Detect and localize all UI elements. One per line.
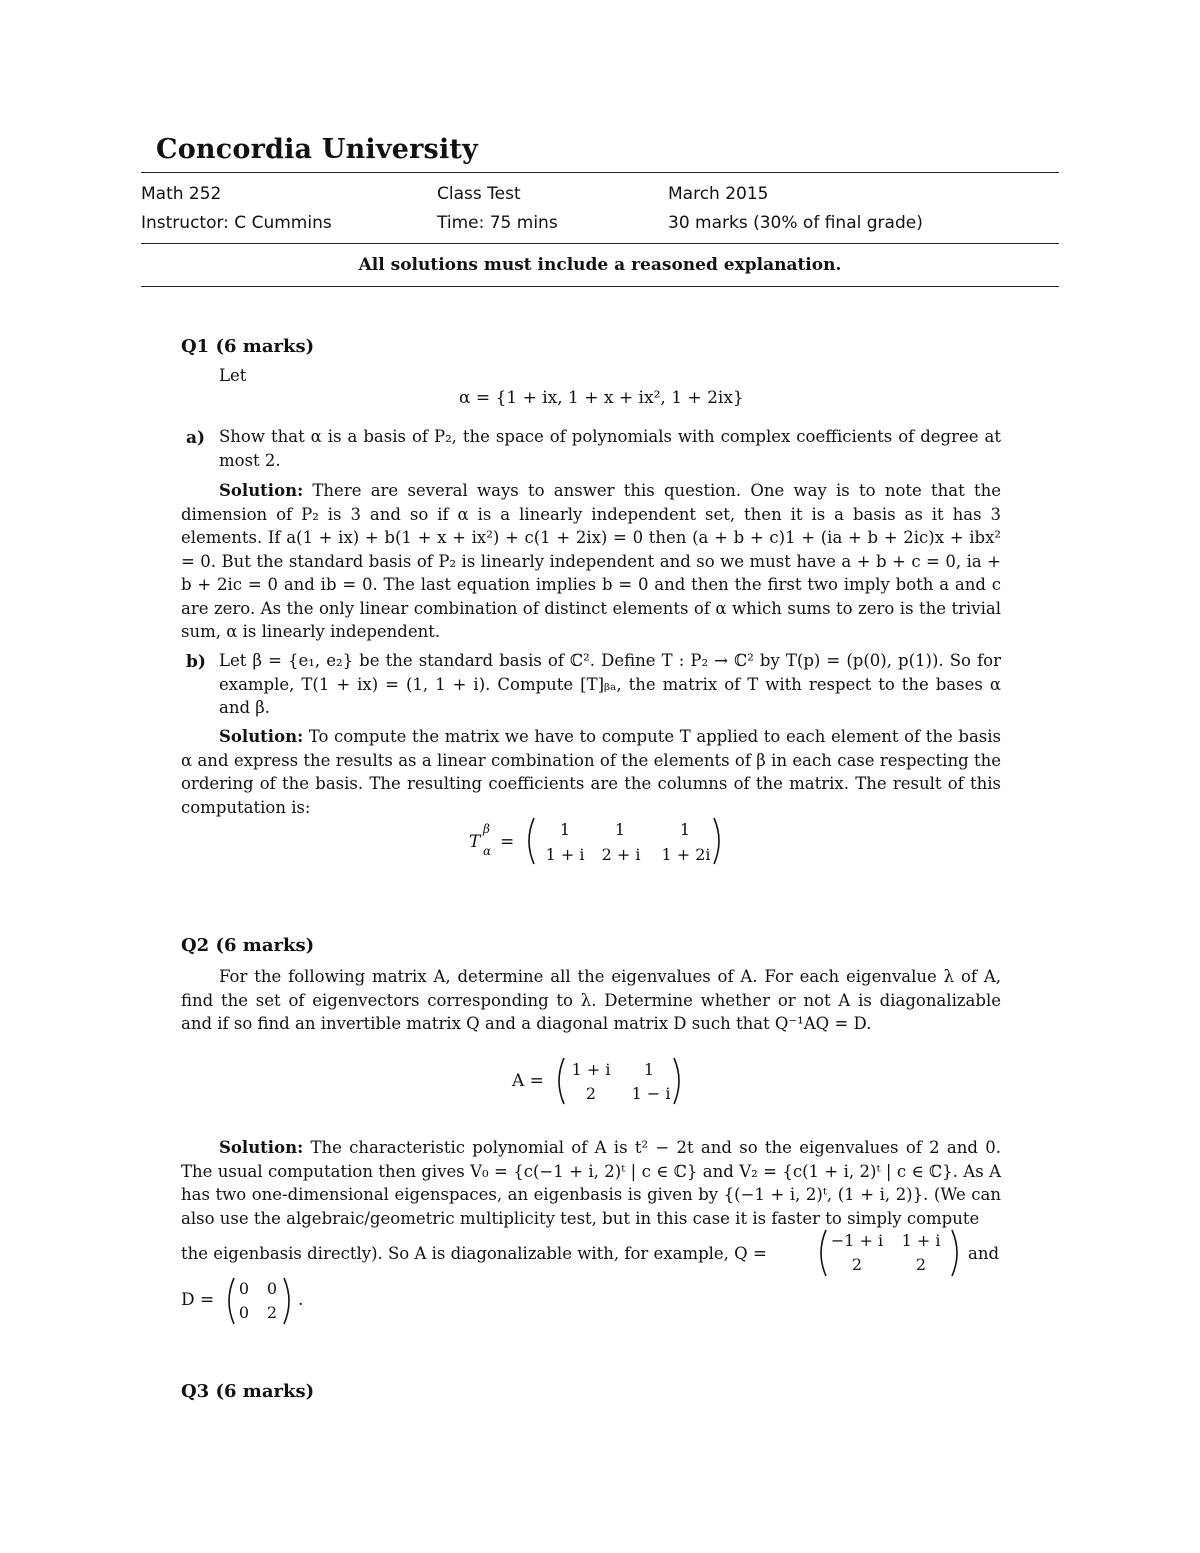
matrix-a-cell: 1: [643, 1060, 655, 1079]
matrix-t-cell: 1 + i: [545, 845, 585, 864]
matrix-a-cell: 1 + i: [571, 1060, 611, 1079]
course-code: Math 252: [141, 184, 222, 204]
header-middle-rule: [141, 243, 1059, 244]
matrix-q-cell: 2: [851, 1255, 863, 1274]
q2-solution-text: The characteristic polynomial of A is t² − 2t and so the eigenvalues of 2 and 0. The usual computation then gives V₀ = {c(−1 + i, 2)ᵗ | c ∈ ℂ} and V₂ = {c(1 + i, 2)ᵗ | c ∈ ℂ}. As A has two one-dimensional eigenspaces, an eigenbasis is given by {(−1 + i, 2)ᵗ, (1 + i, 2)}. (We can also use the algebraic/geometric multiplicity test, but in this case it is faster to simply compute: [181, 1138, 1001, 1228]
q1b-solution-label: Solution:: [219, 727, 304, 746]
matrix-d-cell: 0: [266, 1279, 278, 1298]
header-top-rule: [141, 172, 1059, 173]
matrix-d-cell: 0: [238, 1303, 250, 1322]
test-date: March 2015: [668, 184, 769, 204]
matrix-t-cell: 1: [614, 820, 626, 839]
q2-solution-last-line: the eigenbasis directly). So A is diagonalizable with, for example, Q =: [181, 1244, 767, 1263]
alpha-definition: α = {1 + ix, 1 + x + ix², 1 + 2ix}: [459, 388, 744, 408]
notice: All solutions must include a reasoned explanation.: [358, 255, 842, 275]
q2-solution: [181, 1136, 1001, 1230]
q1a-solution-label: Solution:: [219, 481, 304, 500]
matrix-t-cell: 2 + i: [601, 845, 641, 864]
and-word: and: [968, 1244, 1000, 1263]
right-paren-icon: [282, 1276, 296, 1326]
matrix-q-cell: 2: [915, 1255, 927, 1274]
test-type: Class Test: [437, 184, 521, 204]
q1-heading: Q1 (6 marks): [181, 336, 315, 357]
university-title: Concordia University: [156, 134, 478, 165]
left-paren-icon: [522, 816, 536, 866]
q1a-text: Show that α is a basis of P₂, the space of polynomials with complex coefficients of degree at most 2.: [219, 427, 1001, 470]
q2-heading: Q2 (6 marks): [181, 935, 315, 956]
left-paren-icon: [552, 1056, 566, 1106]
matrix-t-subscript: α: [483, 844, 492, 858]
matrix-d-label: D =: [181, 1290, 215, 1310]
q1a-solution-text: There are several ways to answer this question. One way is to note that the dimension of P₂ is 3 and so if α is a linearly independent set, then it is a basis as it has 3 elements. If a(1 + ix) + b(1 + x + ix²) + c(1 + 2ix) = 0 then (a + b + c)1 + (ia + b + 2ic)x + ibx² = 0. But the standard basis of P₂ is linearly independent and so we must have a + b + c = 0, ia + b + 2ic = 0 and ib = 0. The last equation implies b = 0 and then the first two imply both a and c are zero. As the only linear combination of distinct elements of α which sums to zero is the trivial sum, α is linearly independent.: [181, 481, 1002, 641]
q1-let: Let: [219, 366, 247, 385]
matrix-t-equals: =: [500, 832, 515, 852]
right-paren-icon: [712, 816, 726, 866]
matrix-d-cell: 0: [238, 1279, 250, 1298]
right-paren-icon: [950, 1228, 964, 1278]
q1a-solution: [181, 479, 1001, 644]
matrix-q-cell: 1 + i: [901, 1231, 941, 1250]
matrix-a-label: A =: [512, 1071, 544, 1091]
test-time: Time: 75 mins: [437, 213, 558, 233]
header-bottom-rule: [141, 286, 1059, 287]
q1b-solution-text: To compute the matrix we have to compute T applied to each element of the basis α and express the results as a linear combination of the elements of β in each case respecting the ordering of the basis. The resulting coefficients are the columns of the matrix. The result of this computation is:: [181, 727, 1001, 817]
matrix-q-cell: −1 + i: [830, 1231, 884, 1250]
q1b-label: b): [186, 652, 206, 672]
matrix-t-superscript: β: [483, 822, 490, 836]
matrix-t-cell: 1 + 2i: [661, 845, 711, 864]
q1b-text: Let β = {e₁, e₂} be the standard basis of ℂ². Define T : P₂ → ℂ² by T(p) = (p(0), p(1)). So for example, T(1 + ix) = (1, 1 + i). Compute [T]ᵦₐ, the matrix of T with respect to the bases α and β.: [219, 651, 1001, 717]
q1b-solution: [181, 725, 1001, 819]
q1a-label: a): [186, 428, 206, 448]
matrix-a-cell: 1 − i: [631, 1084, 671, 1103]
q2-solution-label: Solution:: [219, 1138, 304, 1157]
matrix-t-label: T: [469, 832, 481, 852]
test-marks: 30 marks (30% of final grade): [668, 213, 923, 233]
q2-text: For the following matrix A, determine all the eigenvalues of A. For each eigenvalue λ of A, find the set of eigenvectors corresponding to λ. Determine whether or not A is diagonalizable and if so find an invertible matrix Q and a diagonal matrix D such that Q⁻¹AQ = D.: [181, 967, 1001, 1033]
matrix-d-period: .: [298, 1290, 304, 1310]
matrix-d-cell: 2: [266, 1303, 278, 1322]
matrix-a-cell: 2: [585, 1084, 597, 1103]
instructor: Instructor: C Cummins: [141, 213, 332, 233]
matrix-t-cell: 1: [559, 820, 571, 839]
q3-heading: Q3 (6 marks): [181, 1381, 315, 1402]
matrix-t-cell: 1: [679, 820, 691, 839]
